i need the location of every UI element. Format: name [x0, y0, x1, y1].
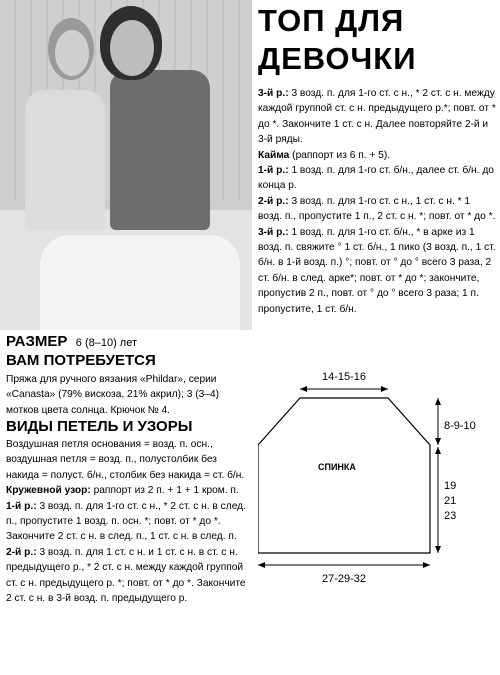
- arrow-head: [435, 398, 441, 405]
- title-line-2: ДЕВОЧКИ: [258, 41, 417, 76]
- side-height-label-2: 21: [444, 495, 457, 507]
- photo-woman-face: [110, 20, 154, 76]
- photo-crochet-top: [110, 70, 210, 230]
- side-height-label-1: 19: [444, 480, 457, 492]
- arrow-head: [258, 562, 265, 568]
- side-height-label-3: 23: [444, 510, 457, 522]
- photo-girl-figure: [25, 90, 105, 230]
- back-label: СПИНКА: [318, 462, 356, 472]
- right-column-instructions: [258, 86, 496, 317]
- size-value: 6 (8–10) лет: [75, 337, 138, 349]
- arrow-head: [300, 386, 307, 392]
- stitches-text: Воздушная петля основания = возд. п. осн., воздушная петля = возд. п., полустолбик без накида = полуст. б/н., столбик без накида = ст. б/н. Кружевной узор: раппорт из 2 п. + 1 + 1 кром. п. 1-й р.: 3 возд. п. для 1-го ст. с н., * 2 ст. с н. в след. п., пропустите 1 возд. п. осн. *; повт. от * до *. Закончите 2 ст. с н. в след. п., 1 ст. с н. в след. п. 2-й р.: 3 возд. п. для 1 ст. с н. и 1 ст. с н. в ст. с н. предыдущего р., * 2 ст. с н. между каждой группой ст. с н. предыдущего р. *; повт. от * до *. Закончите 2 ст. с н. в 3-й возд. п. предыдущего р.: [6, 437, 251, 606]
- bottom-width-label: 27-29-32: [321, 573, 367, 585]
- lace-row: 1-й р.: 3 возд. п. для 1-го ст. с н., * 2 ст. с н. в след. п., пропустите 1 возд. п. осн. *; повт. от * до *. Закончите 2 ст. с н. в след. п., 1 ст. с н. в след. п.: [6, 500, 246, 543]
- armhole-label: 8-9-10: [444, 420, 476, 432]
- instruction-paragraph: 2-й р.: 3 возд. п. для 1-го ст. с н., 1 ст. с н. * 1 возд. п., пропустите 1 п., 2 ст. с н. *; повт. от * до *.: [258, 195, 496, 223]
- photo-white-skirt: [40, 235, 240, 330]
- instruction-paragraph: Кайма (раппорт из 6 п. + 5).: [258, 149, 391, 161]
- arrow-head: [381, 386, 388, 392]
- instruction-paragraph: 1-й р.: 1 возд. п. для 1-го ст. б/н., далее ст. б/н. до конца р.: [258, 165, 494, 192]
- photo-girl-face: [55, 30, 89, 76]
- stitches-heading: ВИДЫ ПЕТЕЛЬ И УЗОРЫ: [6, 418, 193, 435]
- arrow-head: [435, 438, 441, 445]
- arrow-head: [423, 562, 430, 568]
- photo-girl-and-woman: [0, 0, 252, 330]
- instruction-paragraph: 3-й р.: 3 возд. п. для 1-го ст. с н., * 2 ст. с н. между каждой группой ст. с н. предыдущего р.*; повт. от * до *. Закончите 1 ст. с н. Далее повторяйте 2-й и 3-й ряды.: [258, 88, 496, 146]
- size-heading: РАЗМЕР 6 (8–10) лет: [6, 333, 138, 350]
- arrow-head: [435, 447, 441, 454]
- top-width-label: 14-15-16: [321, 371, 367, 383]
- arrow-head: [435, 546, 441, 553]
- lace-pattern: Кружевной узор: раппорт из 2 п. + 1 + 1 кром. п.: [6, 485, 239, 497]
- title-line-1: ТОП ДЛЯ: [258, 3, 405, 38]
- materials-text: Пряжа для ручного вязания «Phildar», серии «Canasta» (79% вискоза, 21% акрил); 3 (3–4) мотков цвета солнца. Крючок № 4.: [6, 374, 220, 416]
- back-outline: [258, 398, 430, 553]
- instruction-paragraph: 3-й р.: 1 возд. п. для 1-го ст. б/н., * в арке из 1 возд. п. свяжите ° 1 ст. б/н., 1 пико (3 возд. п., 1 ст. б/н. в 1-й возд. п.) °; повт. от ° до ° всего 3 раза, 2 ст. б/н. в след. арке*; повт. от * до *; закончите, пропустив 2 п., повт. от ° до ° всего 3 раза; 1 п. пропустите, 1 ст. б/н.: [258, 226, 496, 315]
- materials-heading: ВАМ ПОТРЕБУЕТСЯ: [6, 352, 156, 369]
- page-title: [258, 2, 416, 78]
- back-pattern-diagram: [258, 365, 500, 585]
- lace-row: 2-й р.: 3 возд. п. для 1 ст. с н. и 1 ст. с н. в ст. с н. предыдущего р., * 2 ст. с н. между каждой группой ст. с н. предыдущего р. *; повт. от * до *. Закончите 2 ст. с н. в 3-й возд. п. предыдущего р.: [6, 546, 246, 605]
